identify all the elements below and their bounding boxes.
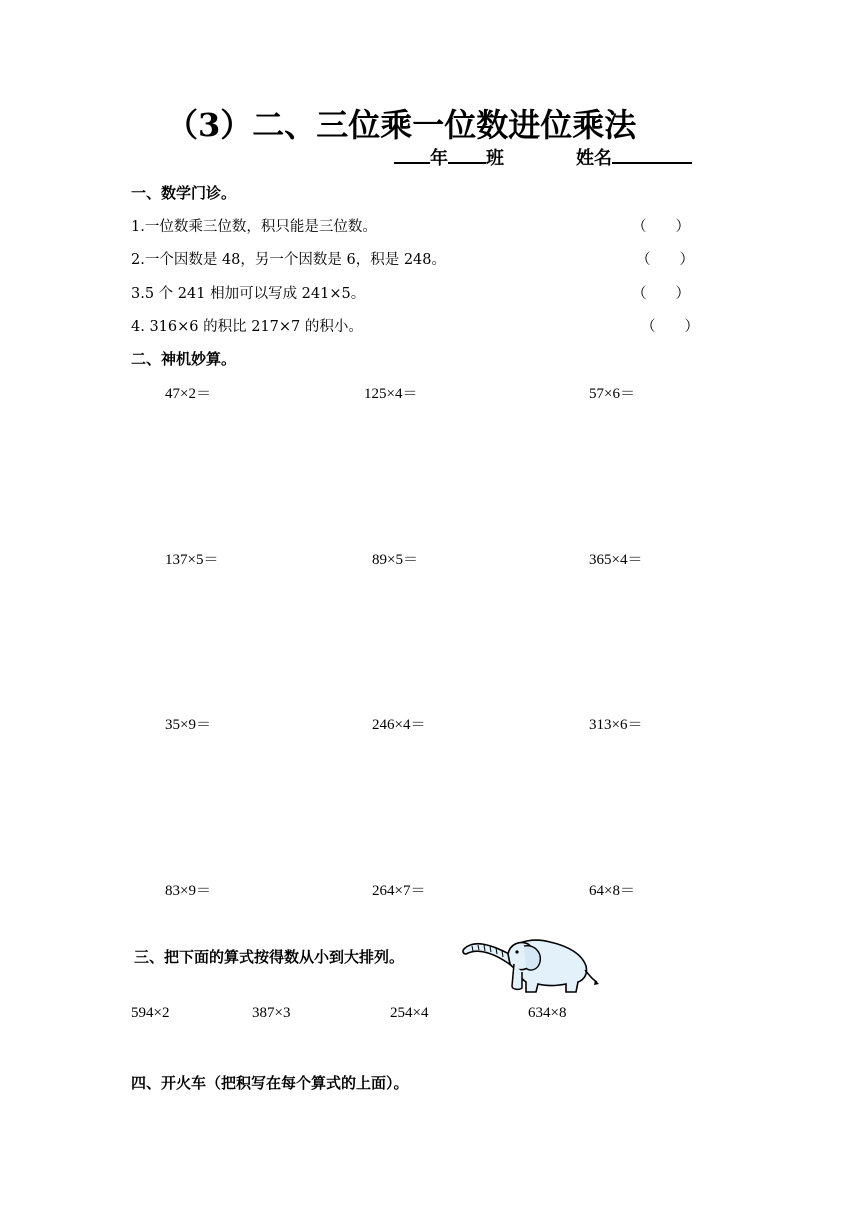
expression: 387×3 xyxy=(252,1005,291,1021)
calc-problem: 365×4＝ xyxy=(589,552,643,568)
calc-problem: 83×9＝ xyxy=(165,883,211,899)
class-label: 班 xyxy=(486,148,504,169)
elephant-icon xyxy=(460,932,600,998)
name-blank[interactable] xyxy=(612,144,692,164)
calc-problem: 125×4＝ xyxy=(364,386,418,402)
year-label: 年 xyxy=(430,148,448,169)
calc-problem: 57×6＝ xyxy=(589,386,635,402)
answer-paren[interactable]: （ ） xyxy=(632,219,690,235)
page-title: （3）二、三位乘一位数进位乘法 xyxy=(166,106,637,144)
class-info xyxy=(394,144,504,170)
section4-heading: 四、开火车（把积写在每个算式的上面）。 xyxy=(131,1074,409,1092)
expression: 594×2 xyxy=(131,1005,170,1021)
calc-problem: 35×9＝ xyxy=(165,717,211,733)
judge-item: 4. 316×6 的积比 217×7 的积小。 xyxy=(131,319,363,335)
judge-item: 2.一个因数是 48，另一个因数是 6，积是 248。 xyxy=(131,252,447,268)
name-info xyxy=(576,144,692,170)
answer-paren[interactable]: （ ） xyxy=(641,319,699,335)
name-label: 姓名 xyxy=(576,148,612,169)
calc-problem: 89×5＝ xyxy=(372,552,418,568)
judge-item: 1.一位数乘三位数，积只能是三位数。 xyxy=(131,219,377,235)
judge-item: 3.5 个 241 相加可以写成 241×5。 xyxy=(131,286,366,302)
section2-heading: 二、神机妙算。 xyxy=(131,350,237,368)
expression: 254×4 xyxy=(390,1005,429,1021)
calc-problem: 47×2＝ xyxy=(165,386,211,402)
section1-heading: 一、数学门诊。 xyxy=(131,184,237,202)
class-blank[interactable] xyxy=(448,144,486,164)
calc-problem: 313×6＝ xyxy=(589,717,643,733)
section3-heading: 三、把下面的算式按得数从小到大排列。 xyxy=(134,948,405,966)
answer-paren[interactable]: （ ） xyxy=(632,286,690,302)
year-blank[interactable] xyxy=(394,144,430,164)
calc-problem: 246×4＝ xyxy=(372,717,426,733)
answer-paren[interactable]: （ ） xyxy=(636,252,694,268)
calc-problem: 64×8＝ xyxy=(589,883,635,899)
calc-problem: 137×5＝ xyxy=(165,552,219,568)
calc-problem: 264×7＝ xyxy=(372,883,426,899)
expression: 634×8 xyxy=(528,1005,567,1021)
